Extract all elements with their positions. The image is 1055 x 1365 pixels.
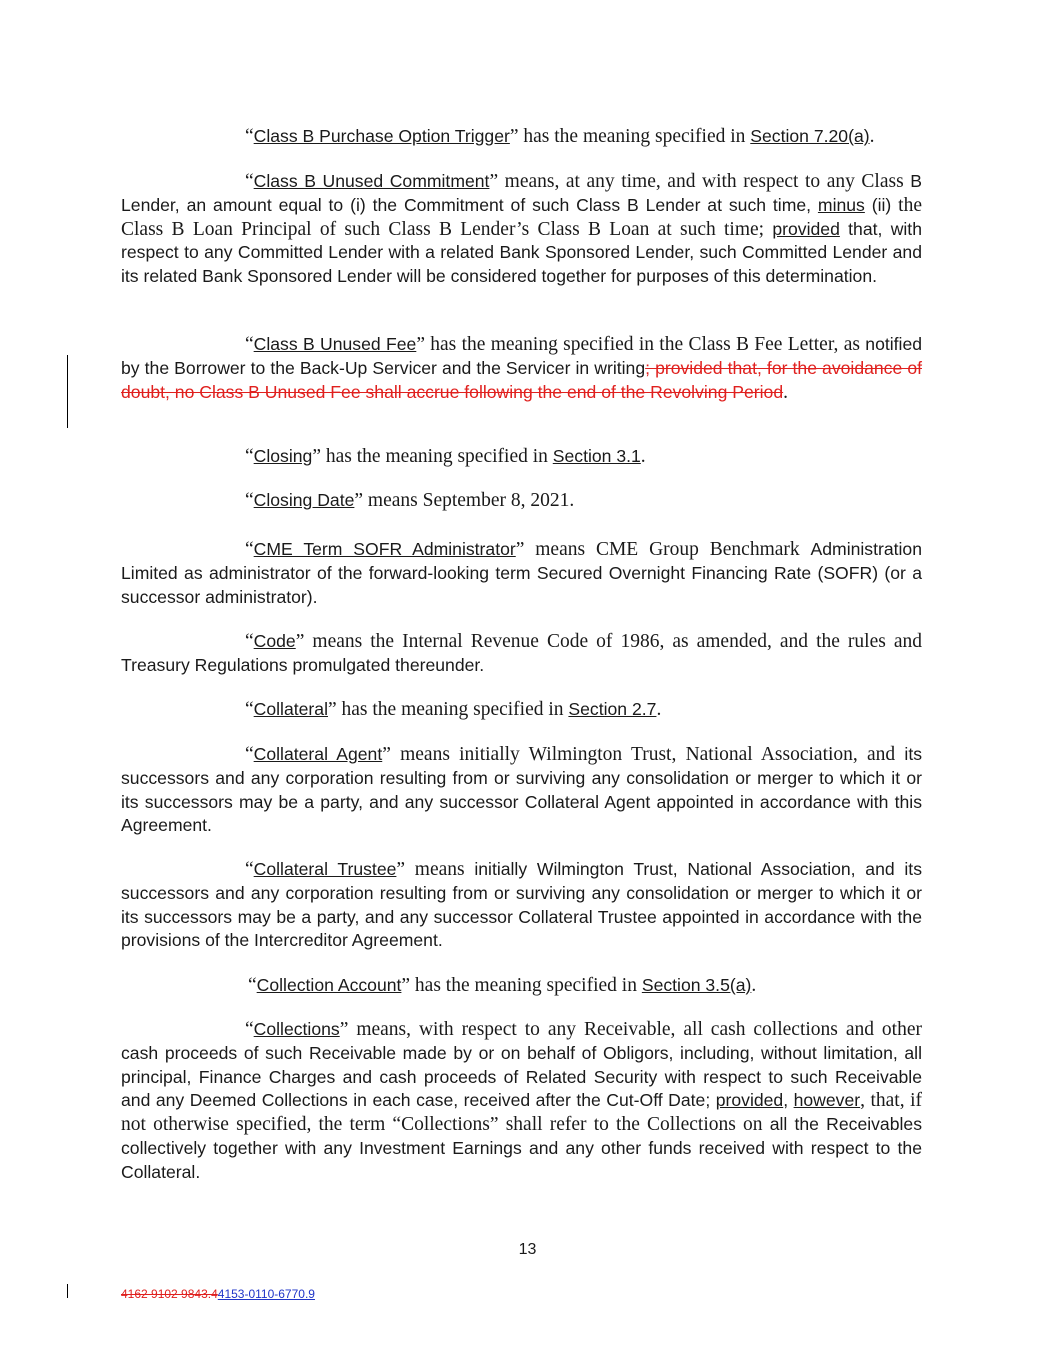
definition-closing: “Closing” has the meaning specified in Section 3.1. xyxy=(245,446,646,467)
defined-term: Code xyxy=(253,631,296,651)
defined-term: Collateral Agent xyxy=(253,744,383,764)
definition-class-b-unused-fee: “Class B Unused Fee” has the meaning specified in the Class B Fee Letter, as notified by the Borrower to the Back-Up Servicer and the Servicer in writing; provided that, for the avoidance of doubt, no Class B Unused Fee shall accrue following the end of the Revolving Period. xyxy=(121,334,923,403)
defined-term: Collateral xyxy=(253,699,328,719)
provided-term: provided xyxy=(715,1090,784,1111)
definition-collateral-agent: “Collateral Agent” means initially Wilmington Trust, National Association, and its successors and any corporation resulting from or surviving any consolidation or merger to which it or its successors may be a party, and any successor Collateral Agent appointed in accordance with this Agreement. xyxy=(121,744,922,836)
document-id-footer xyxy=(121,1287,315,1301)
page-number: 13 xyxy=(518,1241,537,1258)
deleted-document-id: 4162 9102 9843.4 xyxy=(121,1287,218,1301)
section-reference: Section 3.5(a) xyxy=(641,975,752,995)
definition-code: “Code” means the Internal Revenue Code of 1986, as amended, and the rules and Treasury Regulations promulgated thereunder. xyxy=(121,631,922,675)
definition-cme-term-sofr-administrator: “CME Term SOFR Administrator” means CME Group Benchmark Administration Limited as administrator of the forward-looking term Secured Overnight Financing Rate (SOFR) (or a successor administrator). xyxy=(121,539,923,607)
provided-term: provided xyxy=(772,218,840,239)
definition-class-b-purchase-option-trigger: “Class B Purchase Option Trigger” has the meaning specified in Section 7.20(a). xyxy=(245,126,875,147)
defined-term: Closing xyxy=(253,446,313,466)
definition-closing-date: “Closing Date” means September 8, 2021. xyxy=(245,490,575,511)
defined-term: CME Term SOFR Administrator xyxy=(253,539,516,559)
defined-term: Collection Account xyxy=(256,975,402,995)
section-reference: Section 2.7 xyxy=(568,699,657,719)
minus-term: minus xyxy=(817,194,865,215)
definition-collateral-trustee: “Collateral Trustee” means initially Wilmington Trust, National Association, and its successors and any corporation resulting from or surviving any consolidation or merger to which it or its successors may be a party, and any successor Collateral Trustee appointed in accordance with the provisions of the Intercreditor Agreement. xyxy=(121,859,922,951)
defined-term: Class B Unused Commitment xyxy=(253,171,490,191)
inserted-document-id: 4153-0110-6770.9 xyxy=(217,1287,315,1301)
definition-class-b-unused-commitment: “Class B Unused Commitment” means, at any time, and with respect to any Class B Lender, an amount equal to (i) the Commitment of such Class B Lender at such time, minus (ii) the Class B Loan Principal of such Class B Lender’s Class B Loan at such time; provided that, with respect to any Committed Lender with a related Bank Sponsored Lender, such Committed Lender and its related Bank Sponsored Lender will be considered together for purposes of this determination. xyxy=(121,171,922,287)
defined-term: Collateral Trustee xyxy=(253,859,397,879)
defined-term: Closing Date xyxy=(253,490,355,510)
footer-change-bar xyxy=(67,1284,68,1298)
defined-term: Class B Unused Fee xyxy=(253,334,417,354)
definition-collection-account: “Collection Account” has the meaning specified in Section 3.5(a). xyxy=(248,975,757,996)
defined-term: Class B Purchase Option Trigger xyxy=(253,126,510,146)
definition-collateral: “Collateral” has the meaning specified in Section 2.7. xyxy=(245,699,662,720)
change-bar xyxy=(67,355,68,428)
defined-term: Collections xyxy=(253,1019,340,1039)
section-reference: Section 3.1 xyxy=(552,446,641,466)
however-term: however xyxy=(793,1090,861,1111)
definition-collections: “Collections” means, with respect to any Receivable, all cash collections and other cash proceeds of such Receivable made by or on behalf of Obligors, including, without limitation, all principal, Finance Charges and cash proceeds of Related Security with respect to such Receivable and any Deemed Collections in each case, received after the Cut-Off Date; provided, however, that, if not otherwise specified, the term “Collections” shall refer to the Collections on all the Receivables collectively together with any Investment Earnings and any other funds received with respect to the Collateral. xyxy=(121,1019,922,1182)
section-reference: Section 7.20(a) xyxy=(750,126,870,146)
deleted-text: ; provided that, for the avoidance of doubt, no Class B Unused Fee shall accrue following the end of the Revolving Period xyxy=(121,357,922,402)
